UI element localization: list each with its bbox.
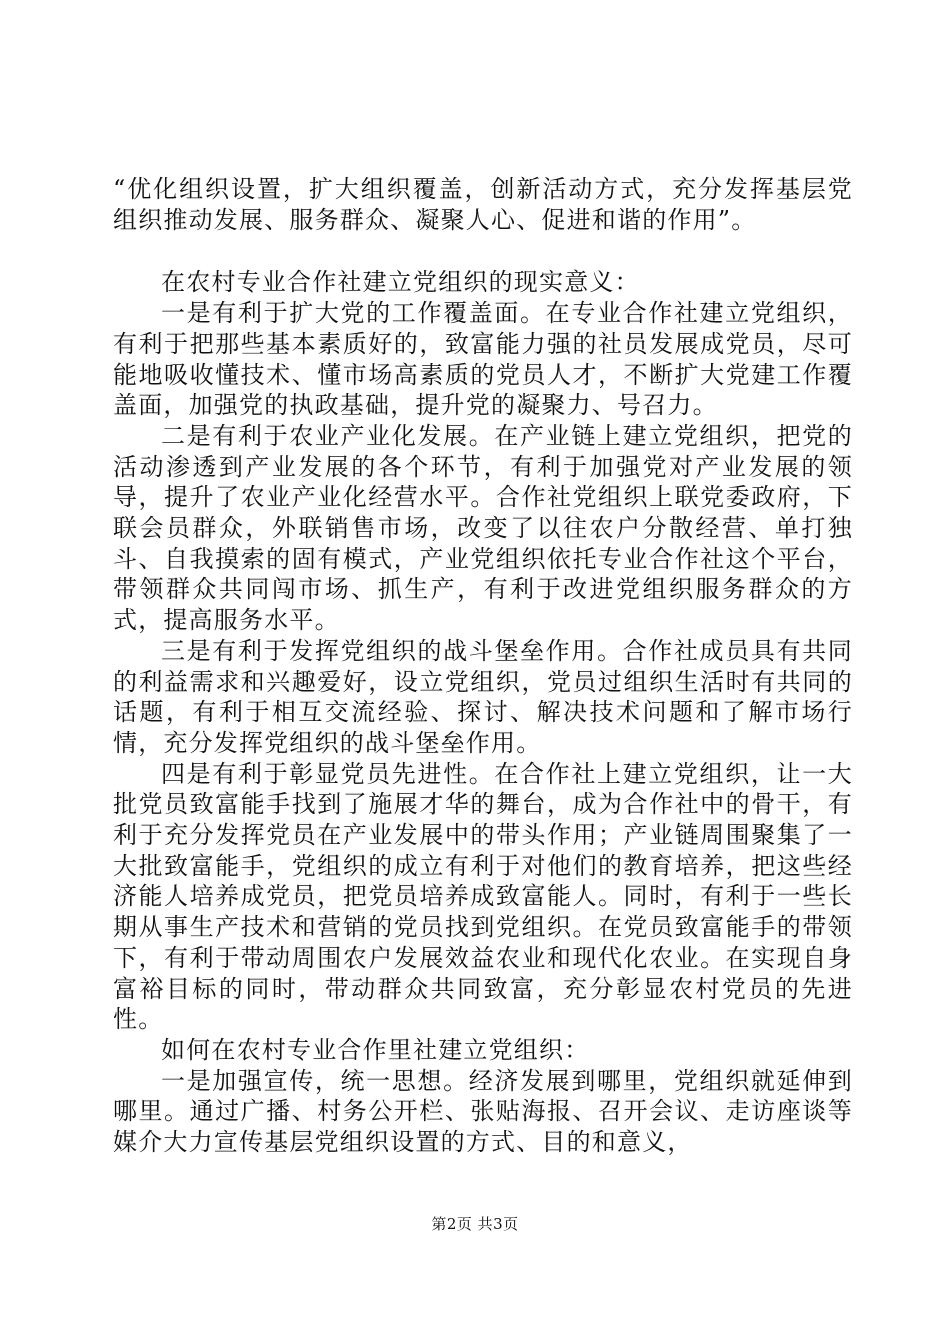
paragraph-gap (113, 235, 853, 267)
paragraph-point-four: 四是有利于彰显党员先进性。在合作社上建立党组织，让一大批党员致富能手找到了施展才华的舞台，成为合作社中的骨干，有利于充分发挥党员在产业发展中的带头作用；产业链周围聚集了一大批致富能手，党组织的成立有利于对他们的教育培养，把这些经济能人培养成党员，把党员培养成致富能人。同时，有利于一些长期从事生产技术和营销的党员找到党组织。在党员致富能手的带领下，有利于带动周围农户发展效益农业和现代化农业。在实现自身富裕目标的同时，带动群众共同致富，充分彰显农村党员的先进性。 (113, 759, 853, 1034)
opening-paragraph: “优化组织设置，扩大组织覆盖，创新活动方式，充分发挥基层党组织推动发展、服务群众、凝聚人心、促进和谐的作用”。 (113, 175, 853, 234)
section-heading-how-to: 如何在农村专业合作里社建立党组织： (161, 1035, 590, 1064)
page-footer (0, 1213, 950, 1234)
paragraph-point-one: 一是有利于扩大党的工作覆盖面。在专业合作社建立党组织，有利于把那些基本素质好的，致富能力强的社员发展成党员，尽可能地吸收懂技术、懂市场高素质的党员人才，不断扩大党建工作覆盖面，加强党的执政基础，提升党的凝聚力、号召力。 (113, 299, 853, 420)
paragraph-point-two: 二是有利于农业产业化发展。在产业链上建立党组织，把党的活动渗透到产业发展的各个环节，有利于加强党对产业发展的领导，提升了农业产业化经营水平。合作社党组织上联党委政府，下联会员群众，外联销售市场，改变了以往农户分散经营、单打独斗、自我摸索的固有模式，产业党组织依托专业合作社这个平台，带领群众共同闯市场、抓生产，有利于改进党组织服务群众的方式，提高服务水平。 (113, 421, 853, 635)
paragraph-point-three: 三是有利于发挥党组织的战斗堡垒作用。合作社成员具有共同的利益需求和兴趣爱好，设立党组织，党员过组织生活时有共同的话题，有利于相互交流经验、探讨、解决技术问题和了解市场行情，充分发挥党组织的战斗堡垒作用。 (113, 636, 853, 757)
page-number: 第2页 共3页 (431, 1215, 519, 1233)
document-body (113, 174, 853, 1158)
paragraph-how-point-one: 一是加强宣传，统一思想。经济发展到哪里，党组织就延伸到哪里。通过广播、村务公开栏、张贴海报、召开会议、走访座谈等媒介大力宣传基层党组织设置的方式、目的和意义， (113, 1066, 853, 1157)
section-heading-significance: 在农村专业合作社建立党组织的现实意义： (161, 268, 640, 297)
